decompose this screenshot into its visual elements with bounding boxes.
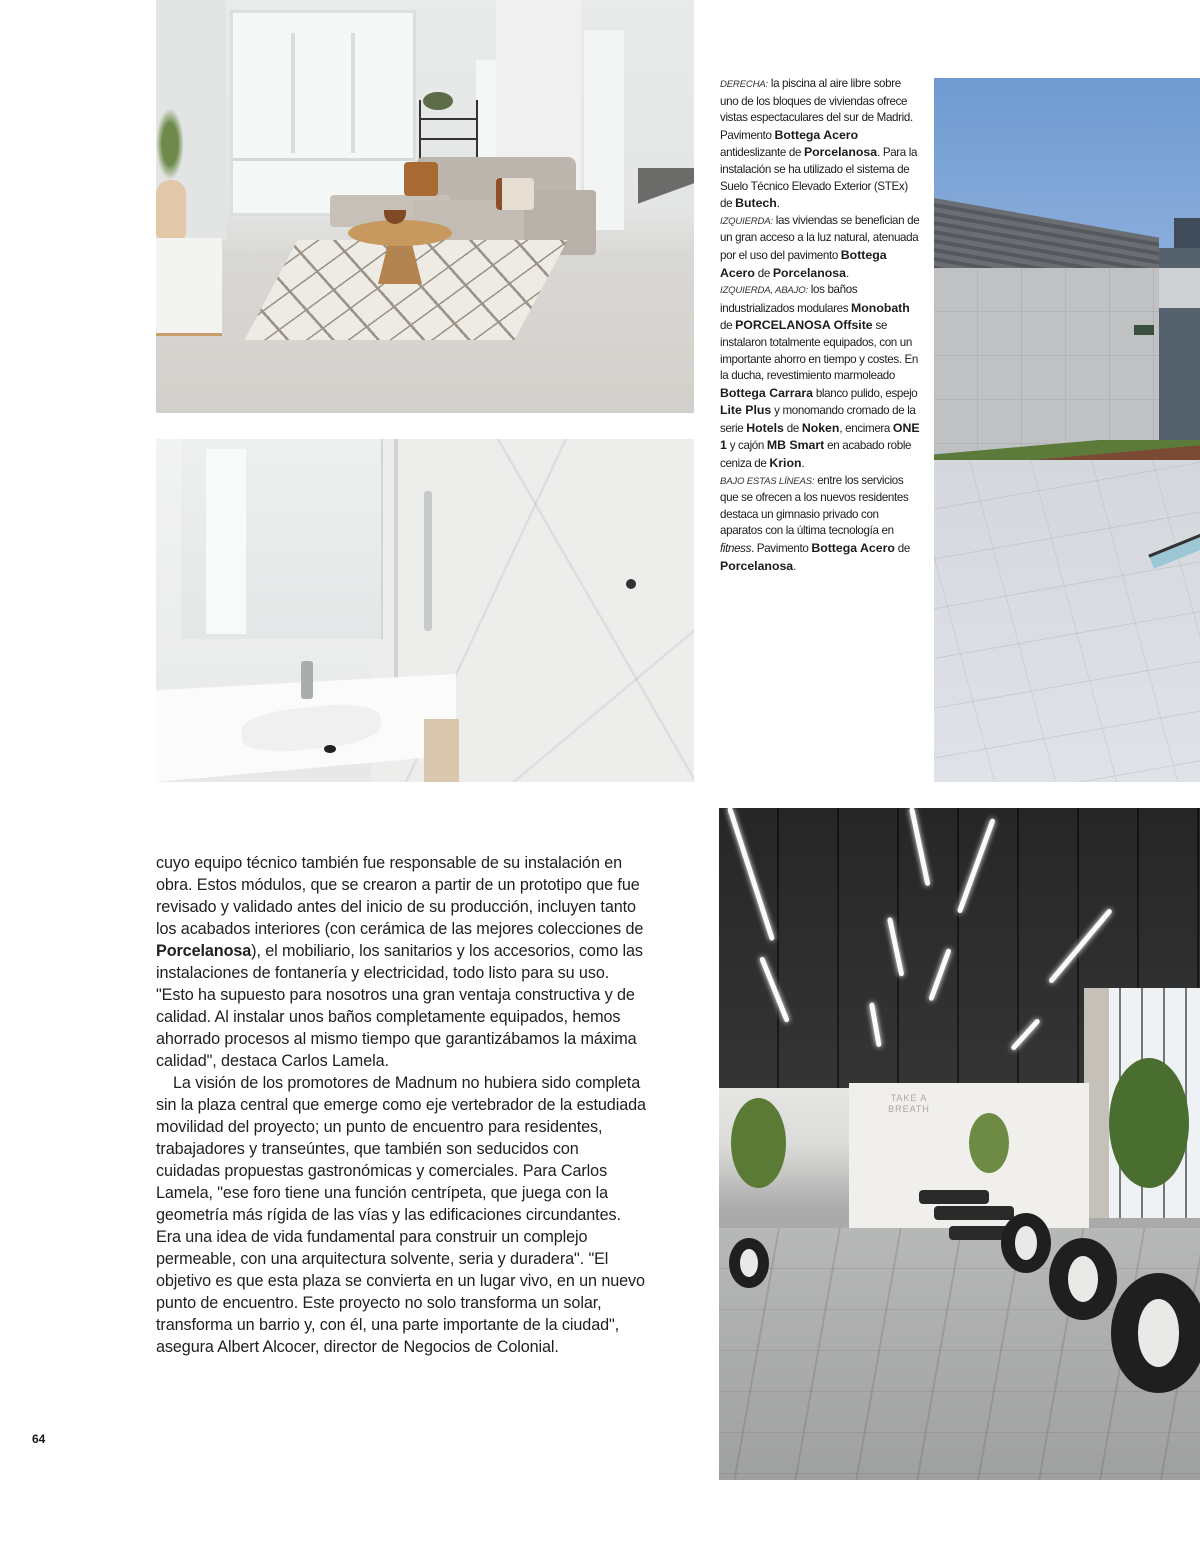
- wall-sign-line: BREATH: [888, 1104, 930, 1114]
- stone-wall: [934, 268, 1159, 453]
- plant: [731, 1098, 786, 1188]
- article-body: [156, 852, 646, 1358]
- emphasis-brand: Monobath: [851, 300, 910, 315]
- text-run: se instalaron totalmente equipados, con un importante ahorro en tiempo y costes. En la ducha, revestimiento marmoleado: [720, 319, 919, 383]
- window-mullion: [351, 33, 355, 153]
- emphasis-brand: Porcelanosa: [720, 558, 794, 573]
- emphasis-brand: Krion: [769, 456, 802, 471]
- mirror-reflection: [206, 449, 246, 634]
- outdoor-pool-photo: [934, 78, 1200, 782]
- coffee-table: [348, 220, 452, 246]
- shower-knob: [626, 579, 636, 589]
- page-number: 64: [32, 1432, 46, 1446]
- text-run: y cajón: [726, 439, 767, 453]
- photo-caption: [720, 76, 920, 575]
- caption-block: [720, 213, 920, 282]
- text-run: . Pavimento: [751, 542, 812, 556]
- text-run: .: [793, 559, 797, 573]
- plant: [1109, 1058, 1189, 1188]
- caption-block: [720, 76, 920, 213]
- window: [230, 10, 416, 216]
- window-sill: [233, 158, 413, 161]
- caption-lead: DERECHA:: [720, 79, 768, 90]
- emphasis-brand: Bottega Acero: [774, 127, 859, 142]
- window-mullion: [291, 33, 295, 153]
- text-run: .: [776, 197, 780, 211]
- shower-glass: [394, 439, 398, 719]
- text-run: entre los servicios que se ofrecen a los nuevos residentes destaca un gimnasio privado con aparatos con la última tecnología en: [720, 473, 909, 538]
- cushion: [404, 162, 438, 196]
- text-run: de: [720, 319, 736, 333]
- text-run: las viviendas se benefician de un gran acceso a la luz natural, atenuada por el uso del pavimento: [720, 213, 920, 262]
- text-run: , encimera: [839, 421, 893, 435]
- body-paragraph: [156, 1072, 646, 1358]
- text-run: de: [783, 421, 802, 435]
- treadmill: [934, 1206, 1014, 1220]
- emphasis-brand: Porcelanosa: [156, 942, 252, 960]
- paving: [934, 460, 1200, 782]
- emphasis-brand: Noken: [801, 420, 840, 435]
- text-run: en acabado roble ceniza de: [720, 439, 912, 471]
- text-run: y monomando cromado de la serie: [720, 404, 916, 435]
- emphasis-italic: fitness: [720, 542, 752, 556]
- text-run: ), el mobiliario, los sanitarios y los accesorios, como las instalaciones de fontanería y electricidad, todo listo para su uso. "Esto ha supuesto para nosotros una gran ventaja constructiva y de calidad. Al instalar unos baños completamente equipados, hemos ahorrado procesos al mismo tiempo que garantizábamos la máxima calidad", destaca Carlos Lamela.: [156, 942, 643, 1070]
- exit-sign: [1134, 325, 1154, 335]
- text-run: antideslizante de: [720, 146, 804, 160]
- emphasis-brand: ONE 1: [720, 420, 920, 453]
- emphasis-brand: Porcelanosa: [772, 265, 846, 280]
- wall-sign: [879, 1093, 939, 1115]
- text-run: la piscina al aire libre sobre uno de los bloques de viviendas ofrece vistas espectaculares del sur de Madrid. Pavimento: [720, 77, 913, 142]
- drain: [324, 745, 336, 753]
- sideboard: [156, 238, 222, 336]
- emphasis-brand: MB Smart: [766, 438, 825, 453]
- emphasis-brand: PORCELANOSA Offsite: [735, 318, 873, 333]
- emphasis-brand: Lite Plus: [720, 403, 772, 418]
- vase: [156, 180, 186, 238]
- shelf: [419, 100, 478, 160]
- cushion: [496, 178, 534, 210]
- text-run: .: [801, 457, 805, 471]
- bathroom-photo: [156, 439, 694, 782]
- exercise-bike: [729, 1238, 769, 1288]
- text-run: de: [894, 542, 910, 556]
- caption-lead: IZQUIERDA:: [720, 215, 773, 227]
- text-run: blanco pulido, espejo: [812, 386, 918, 400]
- living-room-photo: [156, 0, 694, 413]
- emphasis-brand: Hotels: [746, 420, 784, 435]
- plant: [423, 92, 453, 110]
- plant: [156, 108, 184, 180]
- text-run: cuyo equipo técnico también fue responsable de su instalación en obra. Estos módulos, que se crearon a partir de un prototipo que fue revisado y validado antes del inicio de su producción, incluyen tanto los acabados interiores (con cerámica de las mejores colecciones de: [156, 854, 644, 938]
- shower-head: [424, 491, 432, 631]
- plant: [969, 1113, 1009, 1173]
- emphasis-brand: Bottega Acero: [720, 247, 887, 280]
- treadmill: [919, 1190, 989, 1204]
- emphasis-brand: Porcelanosa: [803, 145, 878, 160]
- text-run: . Para la instalación se ha utilizado el sistema de Suelo Técnico Elevado Exterior (STEx) de: [720, 146, 918, 211]
- caption-block: [720, 282, 920, 473]
- elliptical-machine: [1001, 1213, 1051, 1273]
- text-run: La visión de los promotores de Madnum no hubiera sido completa sin la plaza central que emerge como eje vertebrador de la estudiada movilidad del proyecto; un punto de encuentro para residentes, trabajadores y transeúntes, que también son seducidos con cuidadas propuestas gastronómicas y comerciales. Para Carlos Lamela, "ese foro tiene una función centrípeta, que juega con la geometría más rígida de las vías y las edificaciones circundantes. Era una idea de vida fundamental para construir un complejo permeable, con una arquitectura solvente, seria y duradera". "El objetivo es que esta plaza se convierta en un lugar vivo, en un nuevo punto de encuentro. Este proyecto no solo transforma un solar, transforma un barrio y, con él, una parte importante de la ciudad", asegura Albert Alcocer, director de Negocios de Colonial.: [156, 1074, 646, 1356]
- text-run: los baños industrializados modulares: [720, 283, 858, 315]
- text-run: de: [754, 266, 773, 280]
- elliptical-machine: [1049, 1238, 1117, 1320]
- chairs: [638, 168, 694, 248]
- caption-lead: BAJO ESTAS LÍNEAS:: [720, 475, 815, 487]
- emphasis-brand: Bottega Carrara: [720, 385, 813, 400]
- building: [1159, 248, 1200, 448]
- text-run: .: [845, 266, 849, 280]
- emphasis-brand: Bottega Acero: [811, 541, 895, 556]
- body-paragraph: [156, 852, 646, 1072]
- caption-block: [720, 473, 920, 576]
- drawer: [424, 719, 459, 782]
- gym-photo: [719, 808, 1200, 1480]
- emphasis-brand: Butech: [735, 196, 777, 211]
- wall-sign-line: TAKE A: [890, 1093, 928, 1103]
- caption-lead: IZQUIERDA, ABAJO:: [720, 285, 808, 297]
- building-panel: [1159, 268, 1200, 308]
- tap: [301, 661, 313, 699]
- elliptical-machine: [1111, 1273, 1200, 1393]
